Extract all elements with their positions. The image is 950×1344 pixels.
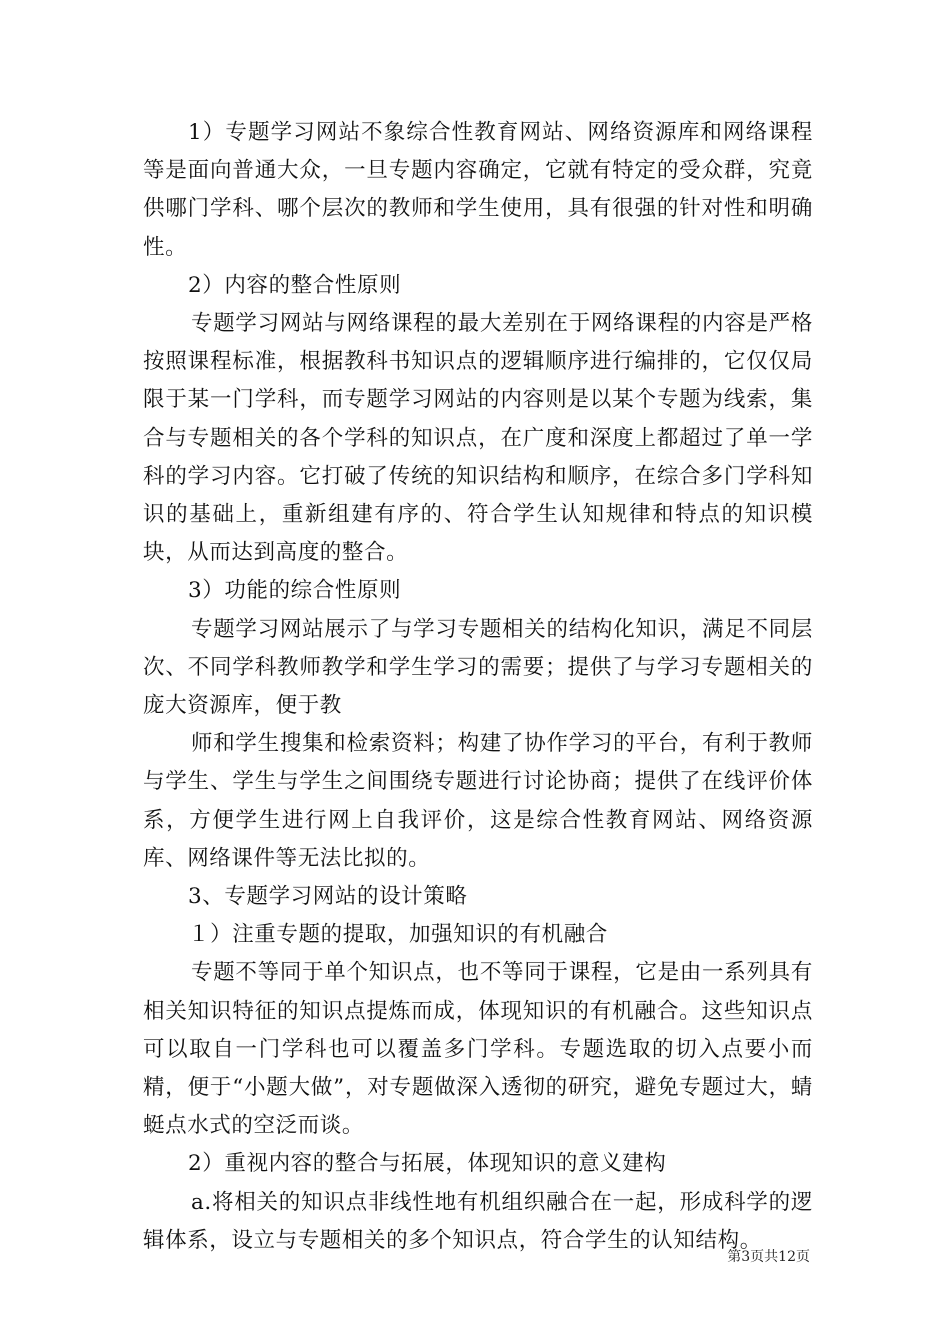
paragraph: 1）专题学习网站不象综合性教育网站、网络资源库和网络课程等是面向普通大众，一旦专题内容确定，它就有特定的受众群，究竟供哪门学科、哪个层次的教师和学生使用，具有很强的针对性和明确性。 [143, 120, 813, 260]
page-number: 第3页共12页 [727, 1249, 810, 1265]
section-heading: １）注重专题的提取，加强知识的有机融合 [188, 922, 608, 948]
paragraph: 专题不等同于单个知识点，也不等同于课程，它是由一系列具有相关知识特征的知识点提炼而成，体现知识的有机融合。这些知识点可以取自一门学科也可以覆盖多门学科。专题选取的切入点要小而精，便于“小题大做”，对专题做深入透彻的研究，避免专题过大，蜻蜓点水式的空泛而谈。 [143, 960, 813, 1139]
section-heading: 3）功能的综合性原则 [188, 578, 402, 604]
paragraph: 专题学习网站与网络课程的最大差别在于网络课程的内容是严格按照课程标准，根据教科书知识点的逻辑顺序进行编排的，它仅仅局限于某一门学科，而专题学习网站的内容则是以某个专题为线索，集合与专题相关的各个学科的知识点，在广度和深度上都超过了单一学科的学习内容。它打破了传统的知识结构和顺序，在综合多门学科知识的基础上，重新组建有序的、符合学生认知规律和特点的知识模块，从而达到高度的整合。 [143, 311, 813, 566]
paragraph: a.将相关的知识点非线性地有机组织融合在一起，形成科学的逻辑体系，设立与专题相关的多个知识点，符合学生的认知结构。 [143, 1189, 813, 1253]
body-text [143, 114, 813, 1260]
section-heading: 2）重视内容的整合与拓展，体现知识的意义建构 [188, 1151, 667, 1177]
section-heading: 3、专题学习网站的设计策略 [188, 884, 468, 910]
section-heading: 2）内容的整合性原则 [188, 272, 402, 298]
paragraph: 专题学习网站展示了与学习专题相关的结构化知识，满足不同层次、不同学科教师教学和学生学习的需要；提供了与学习专题相关的庞大资源库，便于教 [143, 616, 813, 719]
paragraph: 师和学生搜集和检索资料；构建了协作学习的平台，有利于教师与学生、学生与学生之间围绕专题进行讨论协商；提供了在线评价体系，方便学生进行网上自我评价，这是综合性教育网站、网络资源库、网络课件等无法比拟的。 [143, 731, 813, 871]
